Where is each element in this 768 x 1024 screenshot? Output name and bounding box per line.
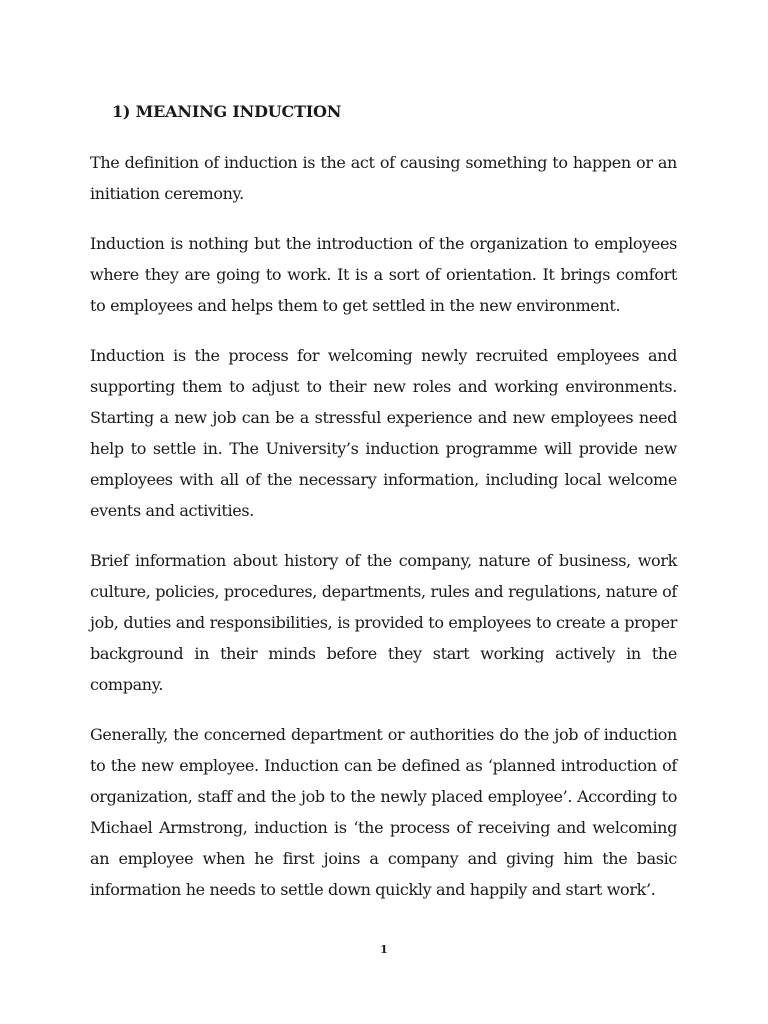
paragraph-definition: The definition of induction is the act of causing something to happen or an initiation ceremony. [90,153,677,203]
paragraph-introduction: Induction is nothing but the introduction of the organization to employees where they are going to work. It is a sort of orientation. It brings comfort to employees and helps them to get settled in the new environment. [90,234,677,315]
paragraph-armstrong-definition: Generally, the concerned department or authorities do the job of induction to the new employee. Induction can be defined as ‘planned introduction of organization, staff and the job to the newly placed employee’. According to Michael Armstrong, induction is ‘the process of receiving and welcoming an employee when he first joins a company and giving him the basic information he needs to settle down quickly and happily and start work’. [90,725,677,899]
body-text [90,147,677,924]
section-heading: 1) MEANING INDUCTION [112,102,342,121]
paragraph-process: Induction is the process for welcoming newly recruited employees and supporting them to adjust to their new roles and working environments. Starting a new job can be a stressful experience and new employees need help to settle in. The University’s induction programme will provide new employees with all of the necessary information, including local welcome events and activities. [90,346,677,520]
page-number: 1 [380,943,388,956]
paragraph-brief-information: Brief information about history of the company, nature of business, work culture, policies, procedures, departments, rules and regulations, nature of job, duties and responsibilities, is provided to employees to create a proper background in their minds before they start working actively in the company. [90,551,677,694]
